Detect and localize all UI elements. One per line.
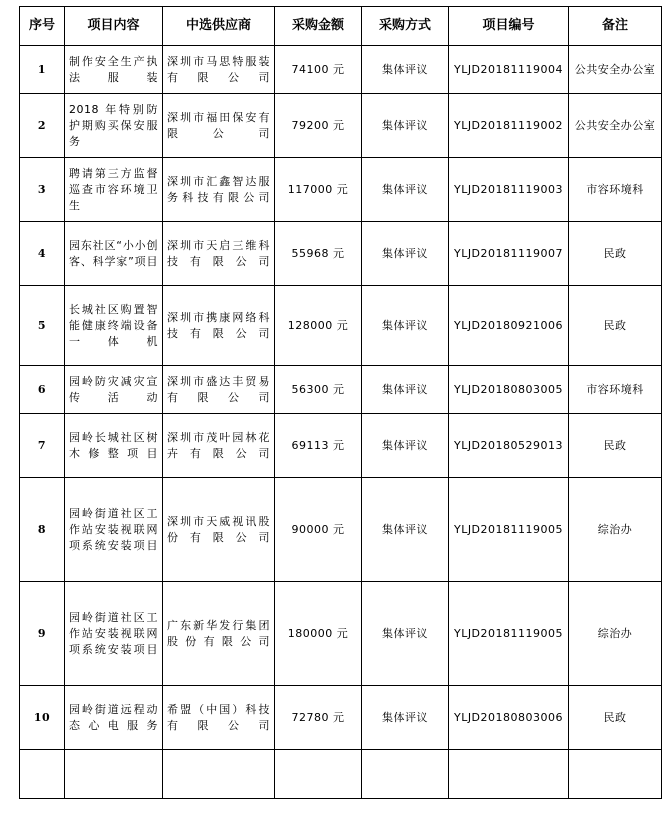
cell-item: 园岭街道社区工作站安装视联网项系统安装项目 [65, 478, 163, 582]
header-note: 备注 [569, 7, 662, 46]
cell-seq: 3 [20, 158, 65, 222]
cell-code: YLJD20180803006 [449, 686, 569, 750]
cell-code: YLJD20181119007 [449, 222, 569, 286]
cell-code: YLJD20180803005 [449, 366, 569, 414]
empty-cell [449, 750, 569, 799]
cell-method: 集体评议 [362, 286, 449, 366]
header-code: 项目编号 [449, 7, 569, 46]
cell-item: 园岭防灾减灾宣传活动 [65, 366, 163, 414]
cell-seq: 7 [20, 414, 65, 478]
table-row [20, 94, 662, 158]
cell-seq: 9 [20, 582, 65, 686]
header-seq: 序号 [20, 7, 65, 46]
cell-note: 综治办 [569, 478, 662, 582]
cell-seq: 4 [20, 222, 65, 286]
cell-item: 制作安全生产执法服装 [65, 46, 163, 94]
cell-code: YLJD20181119004 [449, 46, 569, 94]
header-supplier: 中选供应商 [163, 7, 275, 46]
cell-item: 园岭街道社区工作站安装视联网项系统安装项目 [65, 582, 163, 686]
cell-seq: 6 [20, 366, 65, 414]
cell-note: 公共安全办公室 [569, 46, 662, 94]
cell-supplier: 深圳市携康网络科技有限公司 [163, 286, 275, 366]
cell-method: 集体评议 [362, 222, 449, 286]
cell-code: YLJD20181119005 [449, 582, 569, 686]
table-row [20, 46, 662, 94]
cell-amount: 117000 元 [275, 158, 362, 222]
cell-amount: 69113 元 [275, 414, 362, 478]
table-row [20, 366, 662, 414]
empty-cell [362, 750, 449, 799]
cell-item: 2018 年特别防护期购买保安服务 [65, 94, 163, 158]
table-row [20, 414, 662, 478]
cell-code: YLJD20180529013 [449, 414, 569, 478]
cell-item: 聘请第三方监督巡查市容环境卫生 [65, 158, 163, 222]
cell-code: YLJD20181119002 [449, 94, 569, 158]
table-row [20, 582, 662, 686]
cell-item: 长城社区购置智能健康终端设备一体机 [65, 286, 163, 366]
cell-supplier: 深圳市天威视讯股份有限公司 [163, 478, 275, 582]
cell-amount: 90000 元 [275, 478, 362, 582]
cell-method: 集体评议 [362, 478, 449, 582]
cell-method: 集体评议 [362, 46, 449, 94]
cell-method: 集体评议 [362, 414, 449, 478]
cell-note: 民政 [569, 686, 662, 750]
cell-amount: 72780 元 [275, 686, 362, 750]
cell-method: 集体评议 [362, 582, 449, 686]
cell-method: 集体评议 [362, 366, 449, 414]
cell-method: 集体评议 [362, 94, 449, 158]
table-row [20, 286, 662, 366]
header-item: 项目内容 [65, 7, 163, 46]
cell-supplier: 深圳市马思特服装有限公司 [163, 46, 275, 94]
cell-item: 园东社区“小小创客、科学家”项目 [65, 222, 163, 286]
cell-amount: 56300 元 [275, 366, 362, 414]
table-row [20, 222, 662, 286]
cell-seq: 5 [20, 286, 65, 366]
procurement-table [19, 6, 662, 799]
cell-note: 市容环境科 [569, 366, 662, 414]
cell-note: 公共安全办公室 [569, 94, 662, 158]
cell-code: YLJD20180921006 [449, 286, 569, 366]
cell-seq: 8 [20, 478, 65, 582]
cell-amount: 79200 元 [275, 94, 362, 158]
cell-amount: 55968 元 [275, 222, 362, 286]
cell-amount: 180000 元 [275, 582, 362, 686]
header-method: 采购方式 [362, 7, 449, 46]
cell-seq: 10 [20, 686, 65, 750]
cell-item: 园岭长城社区树木修整项目 [65, 414, 163, 478]
cell-note: 民政 [569, 286, 662, 366]
empty-row [20, 750, 662, 799]
cell-amount: 74100 元 [275, 46, 362, 94]
table-row [20, 686, 662, 750]
empty-cell [569, 750, 662, 799]
cell-amount: 128000 元 [275, 286, 362, 366]
cell-note: 民政 [569, 414, 662, 478]
cell-supplier: 深圳市茂叶园林花卉有限公司 [163, 414, 275, 478]
empty-cell [163, 750, 275, 799]
cell-supplier: 希盟（中国）科技有限公司 [163, 686, 275, 750]
cell-supplier: 深圳市盛达丰贸易有限公司 [163, 366, 275, 414]
cell-note: 民政 [569, 222, 662, 286]
cell-seq: 2 [20, 94, 65, 158]
cell-item: 园岭街道远程动态心电服务 [65, 686, 163, 750]
header-amount: 采购金额 [275, 7, 362, 46]
cell-supplier: 深圳市汇鑫智达服务科技有限公司 [163, 158, 275, 222]
empty-cell [20, 750, 65, 799]
cell-supplier: 深圳市福田保安有限公司 [163, 94, 275, 158]
cell-note: 综治办 [569, 582, 662, 686]
cell-method: 集体评议 [362, 686, 449, 750]
table-row [20, 158, 662, 222]
table-row [20, 478, 662, 582]
empty-cell [275, 750, 362, 799]
empty-cell [65, 750, 163, 799]
cell-code: YLJD20181119003 [449, 158, 569, 222]
header-row [20, 7, 662, 46]
cell-note: 市容环境科 [569, 158, 662, 222]
cell-seq: 1 [20, 46, 65, 94]
cell-supplier: 深圳市天启三维科技有限公司 [163, 222, 275, 286]
cell-code: YLJD20181119005 [449, 478, 569, 582]
cell-supplier: 广东新华发行集团股份有限公司 [163, 582, 275, 686]
cell-method: 集体评议 [362, 158, 449, 222]
